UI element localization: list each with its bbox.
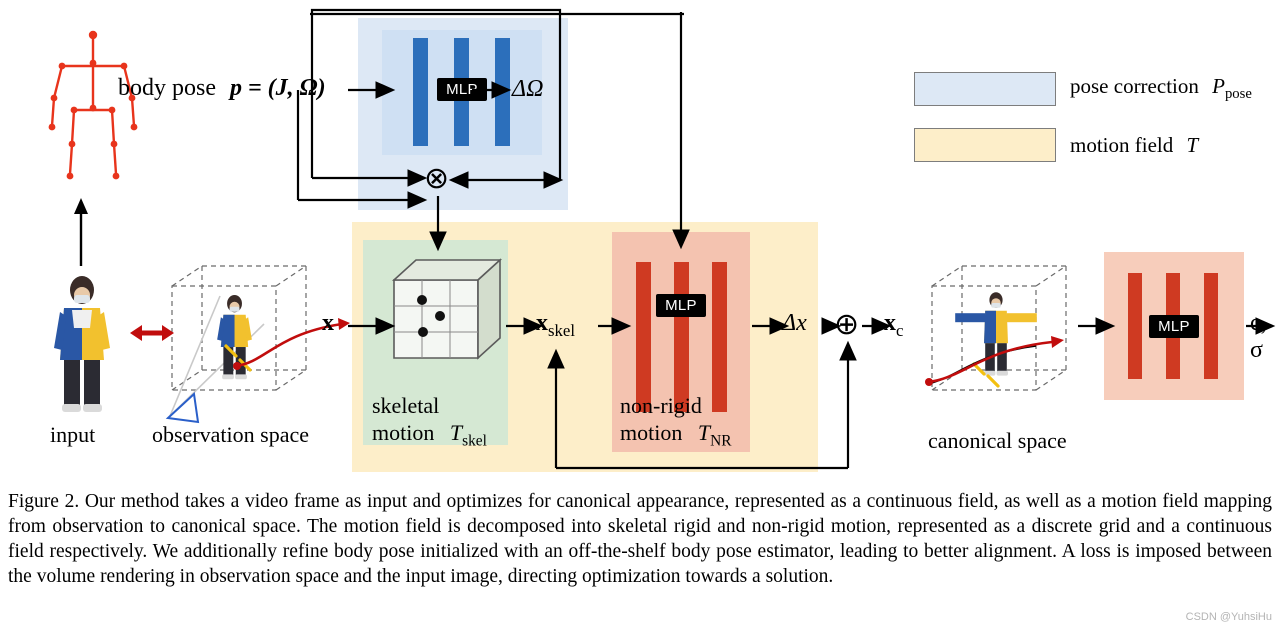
figure-caption: Figure 2. Our method takes a video frame as input and optimizes for canonical appearance, represented as a continuous field, as well as a motion field mapping from observation to canonical space. The motion field is decomposed into skeletal rigid and non-rigid motion, represented as a discrete grid and a continuous field respectively. We additionally refine body pose initialized with an off-the-shelf body pose estimator, leading to better alignment. A loss is imposed between the volume rendering in observation space and the input image, directing optimization towards a solution.	[8, 491, 1272, 587]
x-skel-label	[536, 310, 575, 341]
mlp-label-nonrigid: MLP	[656, 294, 706, 317]
delta-omega-label: ΔΩ	[512, 76, 544, 102]
body-pose-text: body pose	[118, 75, 216, 101]
x-c-sub: c	[896, 320, 904, 340]
legend-row-pose	[914, 72, 1252, 106]
non-rigid-motion-label	[620, 392, 731, 454]
legend-label-motion	[1070, 133, 1198, 158]
canonical-space-label: canonical space	[928, 428, 1067, 453]
input-label: input	[50, 422, 96, 447]
legend-swatch-motion	[914, 128, 1056, 162]
body-pose-math: p = (J, Ω)	[230, 75, 326, 101]
skeletal-motion-symbol-sub: skel	[462, 432, 487, 450]
top-bus-line	[300, 6, 700, 22]
body-pose-label	[118, 75, 326, 102]
legend-pose-symbol: P	[1212, 74, 1225, 99]
legend-pose-text: pose correction	[1070, 74, 1199, 99]
skeletal-motion-label	[372, 392, 487, 454]
mlp-label-canonical: MLP	[1149, 315, 1199, 338]
x-c-main: x	[884, 310, 896, 336]
delta-x-label: Δx	[782, 310, 807, 336]
observation-space-label: observation space	[152, 422, 309, 447]
legend-pose-symbol-sub: pose	[1224, 86, 1252, 103]
legend-row-motion	[914, 128, 1198, 162]
non-rigid-symbol: T	[697, 420, 711, 445]
x-label: x	[322, 310, 334, 336]
multiply-operator: ⊗	[424, 162, 450, 195]
legend-motion-text: motion field	[1070, 132, 1174, 157]
legend-swatch-pose	[914, 72, 1056, 106]
x-skel-sub: skel	[548, 320, 576, 340]
c-sigma-label: c, σ	[1250, 310, 1267, 363]
skeletal-motion-line1: skeletal	[372, 393, 440, 418]
watermark: CSDN @YuhsiHu	[1185, 611, 1272, 623]
legend-motion-symbol: T	[1186, 132, 1199, 157]
non-rigid-line2: motion	[620, 420, 683, 445]
x-skel-main: x	[536, 310, 548, 336]
legend-label-pose	[1070, 74, 1252, 103]
non-rigid-symbol-sub: NR	[710, 432, 732, 450]
plus-operator: ⊕	[834, 308, 860, 341]
mlp-label-pose: MLP	[437, 78, 487, 101]
non-rigid-line1: non-rigid	[620, 393, 702, 418]
skeletal-motion-symbol: T	[449, 420, 463, 445]
skeletal-motion-line2: motion	[372, 420, 435, 445]
x-c-label	[884, 310, 903, 341]
